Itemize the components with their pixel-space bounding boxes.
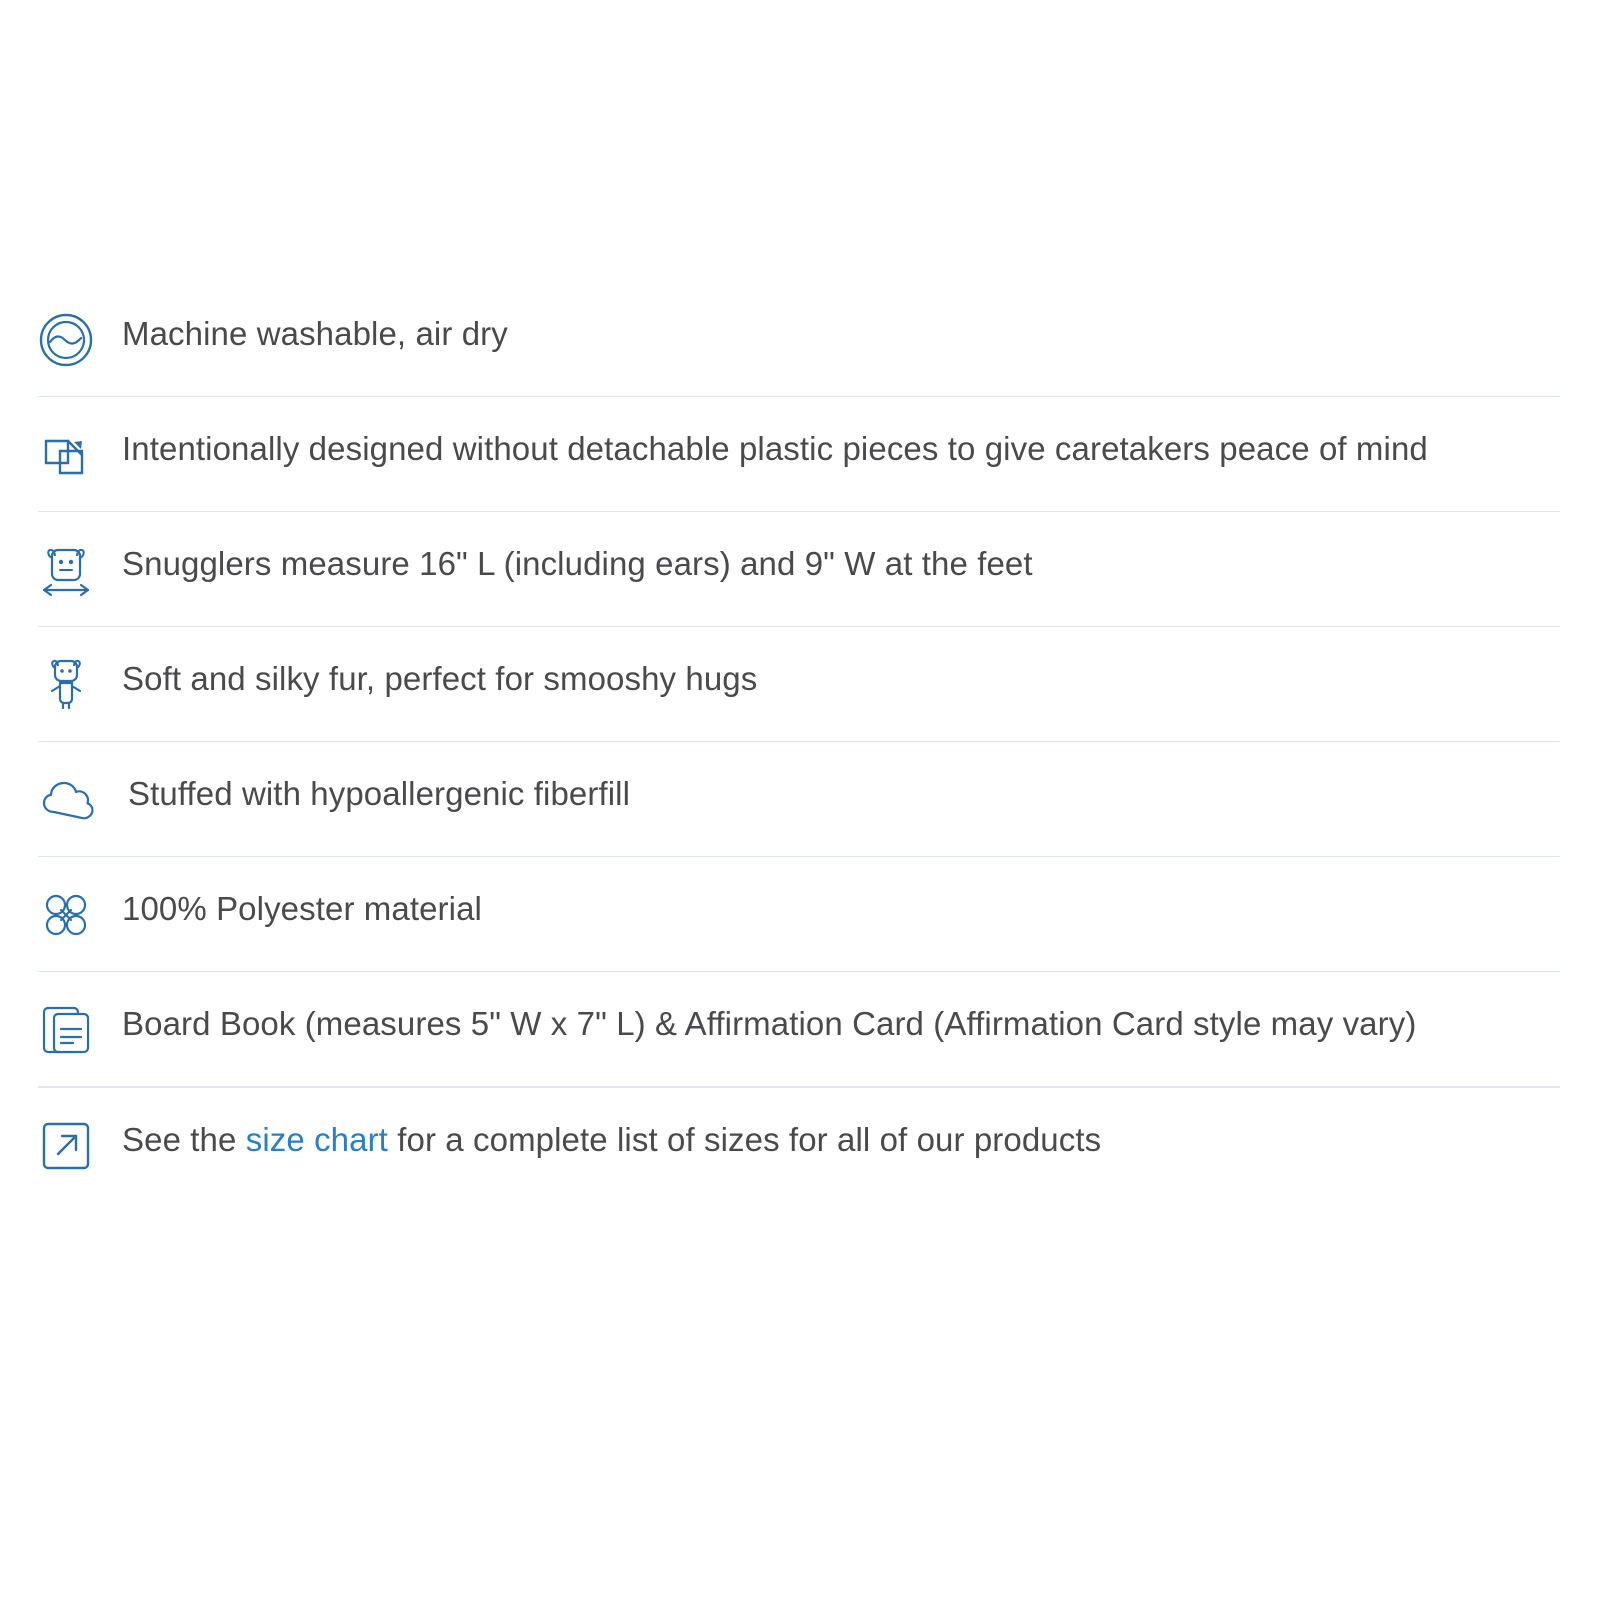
feature-row [38, 857, 1560, 972]
size-chart-text [122, 1116, 1560, 1164]
feature-row [38, 742, 1560, 857]
feature-row [38, 972, 1560, 1087]
feature-row [38, 627, 1560, 742]
size-chart-text-after: for a complete list of sizes for all of our products [387, 1121, 1102, 1158]
no-plastic-pieces-icon [38, 425, 122, 483]
feature-text: Snugglers measure 16" L (including ears) and 9" W at the feet [122, 545, 1033, 582]
size-chart-link[interactable]: size chart [245, 1121, 388, 1158]
feature-text: Machine washable, air dry [122, 315, 508, 352]
feature-row-size-chart [38, 1087, 1560, 1202]
feature-row [38, 397, 1560, 512]
feature-row [38, 282, 1560, 397]
feature-list [38, 282, 1560, 1202]
external-link-icon [38, 1116, 122, 1174]
cloud-fiberfill-icon [38, 770, 122, 828]
feature-text: 100% Polyester material [122, 890, 482, 927]
feature-text: Stuffed with hypoallergenic fiberfill [128, 775, 631, 812]
plush-toy-icon [38, 655, 122, 713]
feature-text: Board Book (measures 5" W x 7" L) & Affirmation Card (Affirmation Card style may vary) [122, 1005, 1417, 1042]
feature-row [38, 512, 1560, 627]
size-chart-text-before: See the [122, 1121, 246, 1158]
measurement-width-icon [38, 540, 122, 598]
polyester-molecule-icon [38, 885, 122, 943]
feature-text: Intentionally designed without detachable plastic pieces to give caretakers peace of mind [122, 430, 1428, 467]
board-book-icon [38, 1000, 122, 1058]
washing-machine-icon [38, 310, 122, 368]
feature-text: Soft and silky fur, perfect for smooshy hugs [122, 660, 758, 697]
